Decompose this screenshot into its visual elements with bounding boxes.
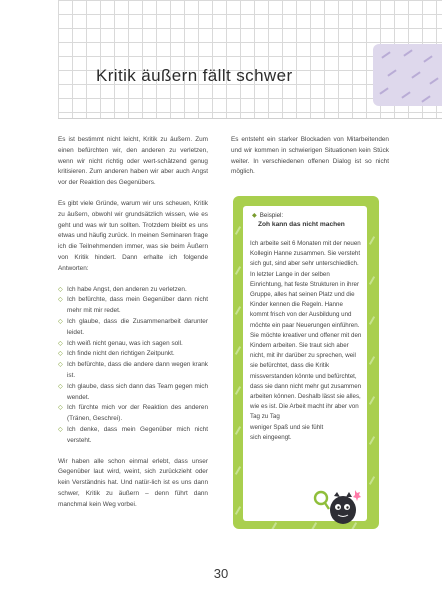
diamond-bullet-icon: ◆ (252, 212, 257, 219)
answer-item: ◇ Ich denke, dass mein Gegenüber mich nicht versteht. (58, 425, 208, 447)
intro-paragraph: Es ist bestimmt nicht leicht, Kritik zu äußern. Zum einen befürchten wir, den anderen zu verletzen, wenn wir nicht richtig oder wert-schätzend genug kritisieren. Zum anderen haben wir aber auch Angst vor der Reaktion des Gegenübers. (58, 136, 208, 187)
left-column (58, 135, 208, 521)
example-title: Zoh kann das nicht machen (258, 221, 345, 228)
answer-item: ◇ Ich habe Angst, den anderen zu verletzen. (58, 285, 208, 296)
answer-item: ◇ Ich glaube, dass die Zusammenarbeit darunter leidet. (58, 317, 208, 339)
example-label: ◆ Beispiel: (252, 212, 284, 219)
answer-item: ◇ Ich befürchte, dass die andere dann wegen krank ist. (58, 360, 208, 382)
header-tab-decoration (373, 44, 442, 106)
page-title: Kritik äußern fällt schwer (96, 66, 293, 85)
answer-item: ◇ Ich finde nicht den richtigen Zeitpunkt. (58, 349, 208, 360)
answer-item: ◇ Ich fürchte mich vor der Reaktion des anderen (Tränen, Geschrei). (58, 403, 208, 425)
example-tail: weniger Spaß und sie fühlt sich eingeengt. (250, 423, 324, 441)
right-paragraph: Es entsteht ein starker Blockaden von Mitarbeitenden und wir kommen in schwierigen Situationen kein Stück weiter. In verschiedenen offenen Dialog ist so nicht möglich. (231, 136, 389, 176)
closing-paragraph: Wir haben alle schon einmal erlebt, dass unser Gegenüber laut wird, weint, sich zurückzieht oder kein Verständnis hat. Und natür-lich ist es uns dann schwer, Kritik zu äußern – denn führt dann manchmal kein Weg vorbei. (58, 457, 208, 508)
answer-item: ◇ Ich glaube, dass sich dann das Team gegen mich wendet. (58, 382, 208, 404)
page-number: 30 (213, 566, 229, 581)
reasons-paragraph: Es gibt viele Gründe, warum wir uns scheuen, Kritik zu äußern, obwohl wir grundsätzlich wissen, wie es geht und was wir tun sollten. Trotzdem bleibt es uns etwas und häufig zurück. In meinen Seminaren frage ich die Teilnehmenden immer, was sie beim Äußern von Kritik hindert. Dann erhalte ich folgende Antworten: (58, 199, 208, 272)
answer-item: ◇ Ich befürchte, dass mein Gegenüber dann nicht mehr mit mir redet. (58, 295, 208, 317)
answer-item: ◇ Ich weiß nicht genau, was ich sagen soll. (58, 339, 208, 350)
header-divider (58, 118, 442, 119)
example-text (250, 239, 362, 443)
example-body: Ich arbeite seit 6 Monaten mit der neuen Kollegin Hanne zusammen. Sie versteht sich gut, sind aber sehr unterschiedlich. In letzter Lange in der selben Einrichtung, hat feste Strukturen in ihrer Gruppe, alles hat seinen Platz und die Kinder kennen die Regeln. Hanne kommt frisch von der Ausbildung und möchte ein paar Neuerungen einführen. Sie möchte kreativer und offener mit den Kindern arbeiten. Sie traut sich aber nicht, mit ihr darüber zu sprechen, weil sie befürchtet, dass die Kritik missverstanden könnte und befürchtet, dass sie dann nicht mehr gut zusammen arbeiten können. Deshalb lässt sie alles, wie es ist. Die Arbeit macht ihr aber von Tag zu Tag (250, 240, 362, 421)
right-column (231, 135, 389, 188)
monster-icon (313, 484, 361, 526)
answers-list (58, 285, 208, 447)
